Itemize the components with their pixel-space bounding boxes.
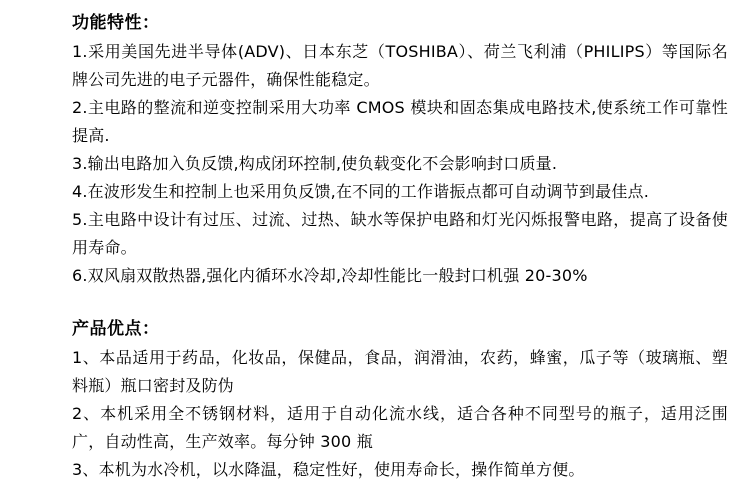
- feature-item-2: 2.主电路的整流和逆变控制采用大功率 CMOS 模块和固态集成电路技术,使系统工作可靠性提高.: [72, 98, 728, 145]
- advantage-item-1: 1、本品适用于药品，化妆品，保健品，食品，润滑油，农药，蜂蜜，瓜子等（玻璃瓶、塑料瓶）瓶口密封及防伪: [72, 348, 728, 395]
- feature-item-1: 1.采用美国先进半导体(ADV)、日本东芝（TOSHIBA）、荷兰飞利浦（PHILIPS）等国际名牌公司先进的电子元器件，确保性能稳定。: [72, 42, 728, 89]
- advantage-item-3: 3、本机为水冷机，以水降温，稳定性好，使用寿命长，操作简单方便。: [72, 460, 585, 479]
- section-features: [72, 10, 728, 290]
- feature-item-6: 6.双风扇双散热器,强化内循环水冷却,冷却性能比一般封口机强 20-30%: [72, 266, 588, 285]
- section-spacer: [72, 290, 728, 316]
- section-heading-advantages: 产品优点：: [72, 319, 160, 339]
- section-advantages: [72, 316, 728, 484]
- feature-item-5: 5.主电路中设计有过压、过流、过热、缺水等保护电路和灯光闪烁报警电路，提高了设备使用寿命。: [72, 210, 728, 257]
- section-heading-features: 功能特性：: [72, 13, 160, 33]
- feature-item-4: 4.在波形发生和控制上也采用负反馈,在不同的工作谐振点都可自动调节到最佳点.: [72, 182, 650, 201]
- advantage-item-2: 2、本机采用全不锈钢材料，适用于自动化流水线，适合各种不同型号的瓶子，适用泛围广，自动性高，生产效率。每分钟 300 瓶: [72, 404, 728, 451]
- feature-item-3: 3.输出电路加入负反馈,构成闭环控制,使负载变化不会影响封口质量.: [72, 154, 558, 173]
